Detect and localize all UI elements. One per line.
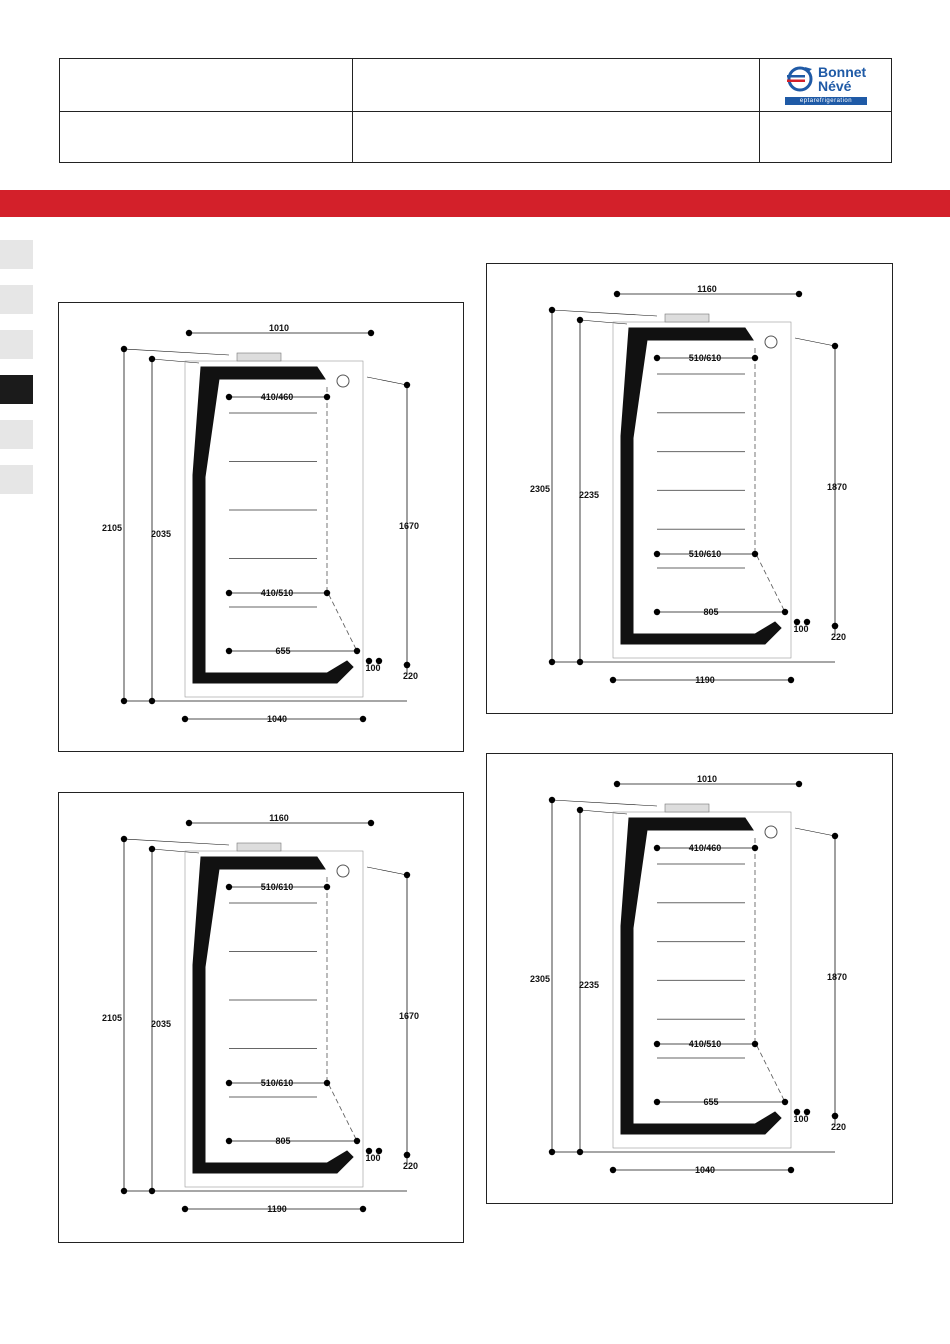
dimension-dot <box>577 807 583 813</box>
dimension-dot <box>752 551 758 557</box>
dimension-dot <box>752 355 758 361</box>
dimension-label: 1670 <box>399 1011 420 1021</box>
extension-line <box>795 338 835 346</box>
red-section-band <box>0 190 950 217</box>
extension-line <box>367 377 407 385</box>
header-table <box>59 58 892 163</box>
header-cell-6 <box>760 112 892 163</box>
dimension-dot <box>832 833 838 839</box>
air-curtain-line <box>755 348 785 612</box>
dimension-dot <box>614 291 620 297</box>
cabinet-side-view-drawing <box>59 303 463 751</box>
cabinet-side-view-drawing <box>59 793 463 1242</box>
dimension-label: 100 <box>365 663 381 673</box>
side-tab-4-active[interactable] <box>0 375 33 404</box>
extension-line <box>367 867 407 875</box>
dimension-dot <box>752 1041 758 1047</box>
extension-line <box>552 800 657 806</box>
dimension-label: 2105 <box>101 523 122 533</box>
dimension-dot <box>182 1206 188 1212</box>
dimension-dot <box>782 609 788 615</box>
side-tab-3[interactable] <box>0 330 33 359</box>
dimension-label: 410/510 <box>260 588 294 598</box>
dimension-label: 220 <box>403 1161 419 1171</box>
dimension-label: 655 <box>703 1097 719 1107</box>
dimension-dot <box>368 330 374 336</box>
side-tab-2[interactable] <box>0 285 33 314</box>
extension-line <box>552 310 657 316</box>
dimension-label: 510/610 <box>688 549 722 559</box>
dimension-dot <box>186 820 192 826</box>
header-cell-1 <box>60 59 353 112</box>
dimension-label: 410/510 <box>688 1039 722 1049</box>
header-cell-4 <box>60 112 353 163</box>
dimension-label: 510/610 <box>688 353 722 363</box>
dimension-label: 100 <box>365 1153 381 1163</box>
dimension-dot <box>226 1138 232 1144</box>
logo-tagline: eptarefrigeration <box>785 97 867 105</box>
drawing-panel-bottom-right <box>486 753 893 1204</box>
dimension-label: 510/610 <box>260 882 294 892</box>
dimension-dot <box>404 872 410 878</box>
dimension-label: 1190 <box>267 1204 287 1214</box>
drawing-panel-top-right <box>486 263 893 714</box>
dimension-dot <box>354 648 360 654</box>
dimension-label: 805 <box>703 607 719 617</box>
dimension-dot <box>832 343 838 349</box>
dimension-dot <box>832 1113 838 1119</box>
dimension-dot <box>404 1152 410 1158</box>
dimension-dot <box>404 662 410 668</box>
dimension-dot <box>149 356 155 362</box>
side-tab-6[interactable] <box>0 465 33 494</box>
dimension-dot <box>549 307 555 313</box>
dimension-dot <box>121 346 127 352</box>
dimension-label: 2105 <box>101 1013 122 1023</box>
dimension-dot <box>610 677 616 683</box>
dimension-dot <box>324 1080 330 1086</box>
dimension-dot <box>610 1167 616 1173</box>
dimension-label: 1010 <box>268 323 290 333</box>
dimension-dot <box>796 291 802 297</box>
fan-icon <box>765 336 777 348</box>
canopy-light <box>237 353 281 361</box>
canopy-light <box>665 804 709 812</box>
dimension-label: 100 <box>793 1114 809 1124</box>
header-cell-2 <box>353 59 760 112</box>
dimension-dot <box>654 355 660 361</box>
extension-line <box>124 839 229 845</box>
dimension-dot <box>186 330 192 336</box>
dimension-label: 1160 <box>269 813 289 823</box>
dimension-label: 1670 <box>399 521 420 531</box>
dimension-dot <box>654 609 660 615</box>
dimension-dot <box>654 1099 660 1105</box>
dimension-dot <box>324 590 330 596</box>
canopy-light <box>237 843 281 851</box>
dimension-label: 2305 <box>529 974 550 984</box>
dimension-dot <box>549 797 555 803</box>
dimension-dot <box>788 677 794 683</box>
dimension-dot <box>614 781 620 787</box>
dimension-label: 1040 <box>694 1165 716 1175</box>
cabinet-side-view-drawing <box>487 264 892 713</box>
dimension-dot <box>226 648 232 654</box>
side-tab-1[interactable] <box>0 240 33 269</box>
dimension-dot <box>149 846 155 852</box>
brand-logo <box>785 63 869 107</box>
dimension-dot <box>577 317 583 323</box>
dimension-label: 510/610 <box>260 1078 294 1088</box>
dimension-dot <box>832 623 838 629</box>
dimension-dot <box>324 884 330 890</box>
dimension-label: 1870 <box>827 972 848 982</box>
logo-line-2: Névé <box>818 78 852 94</box>
dimension-label: 1190 <box>695 675 715 685</box>
cabinet-profile <box>193 857 353 1173</box>
dimension-label: 410/460 <box>260 392 294 402</box>
dimension-dot <box>404 382 410 388</box>
fan-icon <box>765 826 777 838</box>
air-curtain-line <box>327 877 357 1141</box>
fan-icon <box>337 865 349 877</box>
dimension-dot <box>360 716 366 722</box>
dimension-dot <box>182 716 188 722</box>
dimension-dot <box>752 845 758 851</box>
dimension-dot <box>796 781 802 787</box>
dimension-label: 100 <box>793 624 809 634</box>
dimension-label: 2035 <box>151 1019 172 1029</box>
dimension-dot <box>654 551 660 557</box>
dimension-dot <box>226 1080 232 1086</box>
air-curtain-line <box>327 387 357 651</box>
dimension-label: 2235 <box>579 490 600 500</box>
canopy-light <box>665 314 709 322</box>
dimension-label: 1870 <box>827 482 848 492</box>
dimension-label: 1160 <box>697 284 717 294</box>
cabinet-profile <box>193 367 353 683</box>
dimension-dot <box>654 845 660 851</box>
dimension-dot <box>654 1041 660 1047</box>
logo-swirl-icon <box>785 63 815 95</box>
dimension-dot <box>226 590 232 596</box>
header-cell-5 <box>353 112 760 163</box>
dimension-label: 2305 <box>529 484 550 494</box>
dimension-dot <box>360 1206 366 1212</box>
dimension-dot <box>782 1099 788 1105</box>
dimension-label: 410/460 <box>688 843 722 853</box>
cabinet-profile <box>621 818 781 1134</box>
dimension-dot <box>788 1167 794 1173</box>
extension-line <box>124 349 229 355</box>
air-curtain-line <box>755 838 785 1102</box>
dimension-label: 1040 <box>266 714 288 724</box>
dimension-label: 1010 <box>696 774 718 784</box>
dimension-label: 2235 <box>579 980 600 990</box>
dimension-dot <box>226 884 232 890</box>
extension-line <box>795 828 835 836</box>
dimension-label: 220 <box>831 1122 847 1132</box>
dimension-label: 2035 <box>151 529 172 539</box>
dimension-dot <box>324 394 330 400</box>
dimension-dot <box>368 820 374 826</box>
drawing-panel-top-left <box>58 302 464 752</box>
dimension-label: 220 <box>831 632 847 642</box>
drawing-panel-bottom-left <box>58 792 464 1243</box>
cabinet-profile <box>621 328 781 644</box>
fan-icon <box>337 375 349 387</box>
dimension-dot <box>121 836 127 842</box>
dimension-dot <box>354 1138 360 1144</box>
dimension-label: 805 <box>275 1136 291 1146</box>
dimension-label: 655 <box>275 646 291 656</box>
logo-line-1: Bonnet <box>818 64 867 80</box>
cabinet-side-view-drawing <box>487 754 892 1203</box>
side-tab-5[interactable] <box>0 420 33 449</box>
dimension-label: 220 <box>403 671 419 681</box>
dimension-dot <box>226 394 232 400</box>
